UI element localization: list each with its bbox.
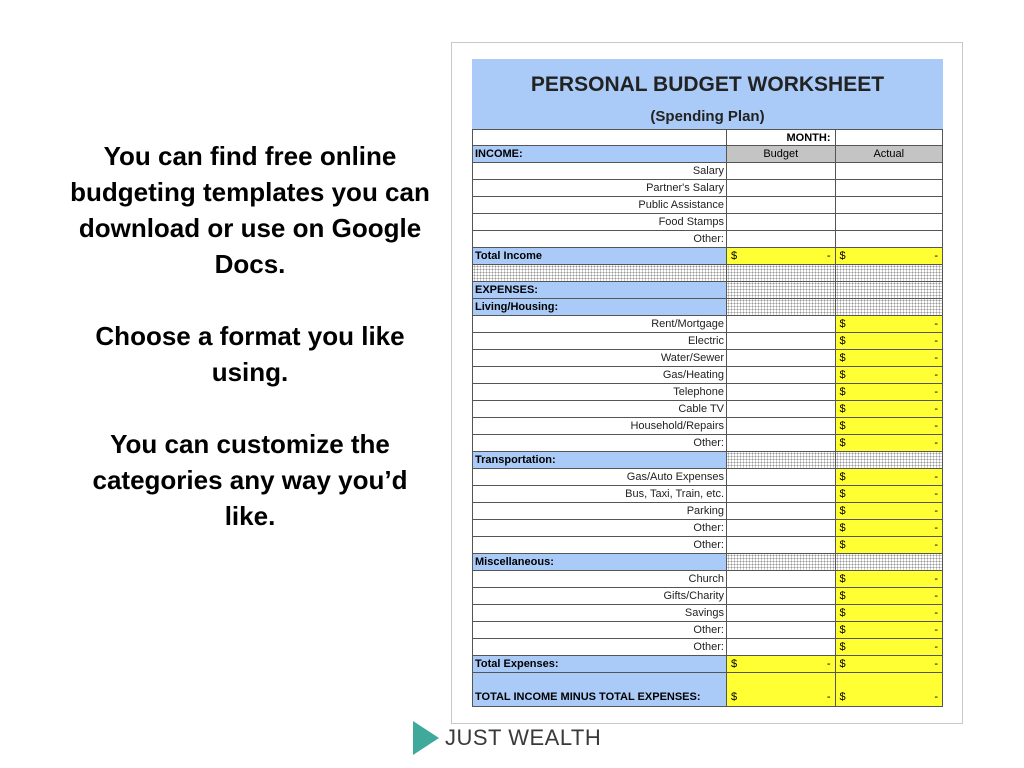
slide-paragraph-1: You can find free online budgeting templates you can download or use on Google Docs. bbox=[70, 141, 430, 279]
actual-amount[interactable] bbox=[835, 605, 944, 622]
budget-input[interactable] bbox=[726, 316, 835, 333]
currency-symbol: $ bbox=[839, 369, 846, 381]
expense-item-label: Gifts/Charity bbox=[472, 588, 726, 605]
worksheet-table bbox=[472, 129, 943, 707]
budget-input[interactable] bbox=[726, 418, 835, 435]
miscellaneous-header-row bbox=[472, 554, 943, 571]
currency-symbol: $ bbox=[839, 539, 846, 551]
actual-amount[interactable] bbox=[835, 384, 944, 401]
table-row bbox=[472, 214, 943, 231]
amount-value: - bbox=[934, 624, 938, 636]
budget-input[interactable] bbox=[726, 469, 835, 486]
actual-input[interactable] bbox=[835, 197, 944, 214]
play-triangle-icon bbox=[413, 721, 439, 755]
currency-symbol: $ bbox=[839, 488, 846, 500]
spacer-row bbox=[472, 265, 943, 282]
table-row bbox=[472, 622, 943, 639]
currency-symbol: $ bbox=[839, 691, 846, 703]
currency-symbol: $ bbox=[839, 573, 846, 585]
total-expenses-budget[interactable] bbox=[726, 656, 835, 673]
dotted-spacer bbox=[726, 282, 835, 299]
actual-input[interactable] bbox=[835, 231, 944, 248]
dotted-spacer bbox=[726, 452, 835, 469]
expense-item-label: Gas/Heating bbox=[472, 367, 726, 384]
budget-worksheet bbox=[472, 59, 943, 707]
budget-column-header: Budget bbox=[726, 146, 835, 163]
currency-symbol: $ bbox=[839, 471, 846, 483]
total-expenses-label: Total Expenses: bbox=[472, 656, 726, 673]
income-item-label: Food Stamps bbox=[472, 214, 726, 231]
budget-input[interactable] bbox=[726, 384, 835, 401]
currency-symbol: $ bbox=[839, 437, 846, 449]
actual-amount[interactable] bbox=[835, 622, 944, 639]
actual-amount[interactable] bbox=[835, 350, 944, 367]
currency-symbol: $ bbox=[731, 658, 738, 670]
table-row bbox=[472, 231, 943, 248]
amount-value: - bbox=[826, 691, 831, 703]
table-row bbox=[472, 435, 943, 452]
actual-amount[interactable] bbox=[835, 469, 944, 486]
total-income-budget[interactable] bbox=[726, 248, 835, 265]
expense-item-label: Other: bbox=[472, 622, 726, 639]
living-housing-header: Living/Housing: bbox=[472, 299, 726, 316]
dotted-spacer bbox=[835, 282, 944, 299]
month-input[interactable] bbox=[835, 129, 944, 146]
worksheet-title-block bbox=[472, 59, 943, 129]
table-row bbox=[472, 588, 943, 605]
amount-value: - bbox=[934, 403, 938, 415]
expense-item-label: Savings bbox=[472, 605, 726, 622]
actual-amount[interactable] bbox=[835, 520, 944, 537]
actual-amount[interactable] bbox=[835, 571, 944, 588]
table-row bbox=[472, 469, 943, 486]
budget-input[interactable] bbox=[726, 180, 835, 197]
expense-item-label: Other: bbox=[472, 537, 726, 554]
income-item-label: Other: bbox=[472, 231, 726, 248]
worksheet-title: PERSONAL BUDGET WORKSHEET bbox=[530, 73, 885, 96]
dotted-spacer bbox=[835, 554, 944, 571]
amount-value: - bbox=[934, 573, 938, 585]
amount-value: - bbox=[934, 369, 938, 381]
amount-value: - bbox=[934, 318, 938, 330]
amount-value: - bbox=[934, 352, 938, 364]
income-header: INCOME: bbox=[472, 146, 726, 163]
table-row bbox=[472, 571, 943, 588]
income-item-label: Partner's Salary bbox=[472, 180, 726, 197]
currency-symbol: $ bbox=[839, 420, 846, 432]
expense-item-label: Rent/Mortgage bbox=[472, 316, 726, 333]
actual-amount[interactable] bbox=[835, 588, 944, 605]
budget-input[interactable] bbox=[726, 537, 835, 554]
expense-item-label: Electric bbox=[472, 333, 726, 350]
income-item-label: Salary bbox=[472, 163, 726, 180]
currency-symbol: $ bbox=[839, 250, 846, 262]
transportation-header-row bbox=[472, 452, 943, 469]
living-housing-header-row bbox=[472, 299, 943, 316]
amount-value: - bbox=[934, 335, 938, 347]
currency-symbol: $ bbox=[839, 624, 846, 636]
month-spacer bbox=[472, 129, 726, 146]
dotted-spacer bbox=[835, 299, 944, 316]
miscellaneous-header: Miscellaneous: bbox=[472, 554, 726, 571]
actual-amount[interactable] bbox=[835, 316, 944, 333]
amount-value: - bbox=[934, 488, 938, 500]
budget-input[interactable] bbox=[726, 503, 835, 520]
amount-value: - bbox=[934, 658, 938, 670]
table-row bbox=[472, 486, 943, 503]
net-total-budget[interactable] bbox=[726, 673, 835, 707]
table-row bbox=[472, 384, 943, 401]
logo-text: JUST WEALTH bbox=[445, 725, 602, 750]
budget-input[interactable] bbox=[726, 588, 835, 605]
actual-amount[interactable] bbox=[835, 639, 944, 656]
expense-item-label: Church bbox=[472, 571, 726, 588]
currency-symbol: $ bbox=[839, 607, 846, 619]
amount-value: - bbox=[934, 420, 938, 432]
expense-item-label: Household/Repairs bbox=[472, 418, 726, 435]
currency-symbol: $ bbox=[839, 318, 846, 330]
table-row bbox=[472, 180, 943, 197]
budget-input[interactable] bbox=[726, 197, 835, 214]
table-row bbox=[472, 367, 943, 384]
table-row bbox=[472, 639, 943, 656]
amount-value: - bbox=[934, 386, 938, 398]
dotted-spacer bbox=[726, 299, 835, 316]
budget-input[interactable] bbox=[726, 214, 835, 231]
actual-amount[interactable] bbox=[835, 418, 944, 435]
budget-input[interactable] bbox=[726, 231, 835, 248]
amount-value: - bbox=[826, 658, 831, 670]
just-wealth-logo bbox=[413, 720, 601, 756]
total-income-label: Total Income bbox=[472, 248, 726, 265]
amount-value: - bbox=[934, 590, 938, 602]
currency-symbol: $ bbox=[839, 590, 846, 602]
table-row bbox=[472, 418, 943, 435]
expense-item-label: Gas/Auto Expenses bbox=[472, 469, 726, 486]
slide-body-text bbox=[70, 138, 430, 570]
budget-input[interactable] bbox=[726, 367, 835, 384]
amount-value: - bbox=[934, 522, 938, 534]
amount-value: - bbox=[934, 691, 938, 703]
amount-value: - bbox=[934, 471, 938, 483]
dotted-spacer bbox=[726, 554, 835, 571]
budget-input[interactable] bbox=[726, 571, 835, 588]
budget-input[interactable] bbox=[726, 486, 835, 503]
income-header-row bbox=[472, 146, 943, 163]
total-expenses-actual[interactable] bbox=[835, 656, 944, 673]
actual-input[interactable] bbox=[835, 214, 944, 231]
table-row bbox=[472, 401, 943, 418]
currency-symbol: $ bbox=[731, 250, 738, 262]
slide-paragraph-3: You can customize the categories any way you’d like. bbox=[92, 429, 408, 531]
expense-item-label: Water/Sewer bbox=[472, 350, 726, 367]
actual-amount[interactable] bbox=[835, 503, 944, 520]
table-row bbox=[472, 605, 943, 622]
currency-symbol: $ bbox=[731, 691, 738, 703]
table-row bbox=[472, 197, 943, 214]
budget-input[interactable] bbox=[726, 622, 835, 639]
currency-symbol: $ bbox=[839, 522, 846, 534]
transportation-header: Transportation: bbox=[472, 452, 726, 469]
actual-amount[interactable] bbox=[835, 486, 944, 503]
amount-value: - bbox=[934, 539, 938, 551]
table-row bbox=[472, 503, 943, 520]
amount-value: - bbox=[826, 250, 831, 262]
worksheet-subtitle: (Spending Plan) bbox=[650, 108, 765, 125]
currency-symbol: $ bbox=[839, 658, 846, 670]
table-row bbox=[472, 316, 943, 333]
total-income-actual[interactable] bbox=[835, 248, 944, 265]
expenses-header-row bbox=[472, 282, 943, 299]
budget-input[interactable] bbox=[726, 350, 835, 367]
slide-paragraph-2: Choose a format you like using. bbox=[95, 321, 405, 387]
dotted-spacer bbox=[726, 265, 835, 282]
amount-value: - bbox=[934, 505, 938, 517]
budget-input[interactable] bbox=[726, 605, 835, 622]
total-expenses-row bbox=[472, 656, 943, 673]
budget-input[interactable] bbox=[726, 639, 835, 656]
table-row bbox=[472, 350, 943, 367]
actual-amount[interactable] bbox=[835, 333, 944, 350]
expense-item-label: Other: bbox=[472, 639, 726, 656]
table-row bbox=[472, 333, 943, 350]
currency-symbol: $ bbox=[839, 386, 846, 398]
expense-item-label: Cable TV bbox=[472, 401, 726, 418]
actual-amount[interactable] bbox=[835, 401, 944, 418]
expenses-header: EXPENSES: bbox=[472, 282, 726, 299]
net-total-label: TOTAL INCOME MINUS TOTAL EXPENSES: bbox=[472, 673, 726, 707]
dotted-spacer bbox=[472, 265, 726, 282]
actual-column-header: Actual bbox=[835, 146, 944, 163]
expense-item-label: Bus, Taxi, Train, etc. bbox=[472, 486, 726, 503]
actual-amount[interactable] bbox=[835, 367, 944, 384]
month-row bbox=[472, 129, 943, 146]
budget-input[interactable] bbox=[726, 333, 835, 350]
amount-value: - bbox=[934, 250, 938, 262]
budget-input[interactable] bbox=[726, 163, 835, 180]
actual-input[interactable] bbox=[835, 163, 944, 180]
table-row bbox=[472, 520, 943, 537]
actual-amount[interactable] bbox=[835, 537, 944, 554]
currency-symbol: $ bbox=[839, 641, 846, 653]
total-income-row bbox=[472, 248, 943, 265]
amount-value: - bbox=[934, 437, 938, 449]
budget-input[interactable] bbox=[726, 401, 835, 418]
expense-item-label: Other: bbox=[472, 520, 726, 537]
currency-symbol: $ bbox=[839, 505, 846, 517]
actual-amount[interactable] bbox=[835, 435, 944, 452]
currency-symbol: $ bbox=[839, 352, 846, 364]
amount-value: - bbox=[934, 607, 938, 619]
table-row bbox=[472, 163, 943, 180]
income-item-label: Public Assistance bbox=[472, 197, 726, 214]
amount-value: - bbox=[934, 641, 938, 653]
dotted-spacer bbox=[835, 265, 944, 282]
net-total-actual[interactable] bbox=[835, 673, 944, 707]
currency-symbol: $ bbox=[839, 403, 846, 415]
expense-item-label: Telephone bbox=[472, 384, 726, 401]
expense-item-label: Other: bbox=[472, 435, 726, 452]
expense-item-label: Parking bbox=[472, 503, 726, 520]
dotted-spacer bbox=[835, 452, 944, 469]
currency-symbol: $ bbox=[839, 335, 846, 347]
budget-input[interactable] bbox=[726, 520, 835, 537]
budget-input[interactable] bbox=[726, 435, 835, 452]
table-row bbox=[472, 537, 943, 554]
net-total-row bbox=[472, 673, 943, 707]
actual-input[interactable] bbox=[835, 180, 944, 197]
month-label: MONTH: bbox=[726, 129, 835, 146]
